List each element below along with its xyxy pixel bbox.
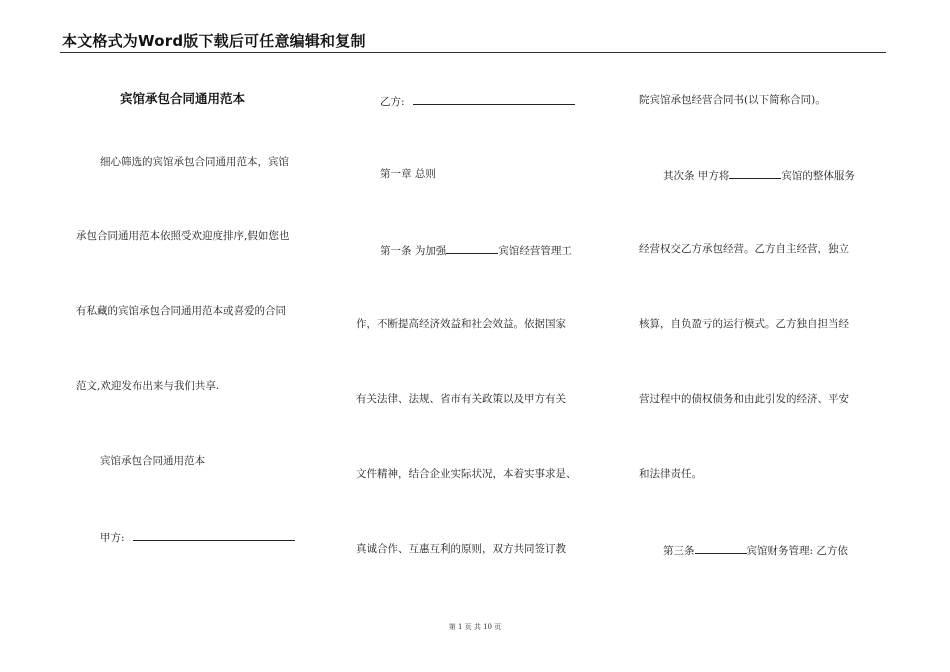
party-a-blank (133, 529, 295, 541)
col2-line-4: 有关法律、法规、省市有关政策以及甲方有关 (356, 393, 566, 405)
party-b-line (356, 93, 575, 109)
article-3-blank (695, 542, 747, 554)
article-3-line (639, 542, 848, 558)
article-3-prefix: 第三条 (663, 545, 695, 557)
column-1 (76, 0, 326, 672)
intro-line-1: 细心筛选的宾馆承包合同通用范本，宾馆 (100, 156, 289, 168)
col3-line-1: 院宾馆承包经营合同书(以下简称合同)。 (639, 94, 826, 106)
article-2-suffix: 宾馆的整体服务 (781, 170, 855, 182)
chapter-1-heading: 第一章 总则 (380, 168, 436, 180)
col2-line-5: 文件精神，结合企业实际状况，本着实事求是、 (356, 468, 577, 480)
article-1-suffix: 宾馆经营管理工 (498, 245, 572, 257)
article-3-suffix: 宾馆财务管理: 乙方依 (746, 545, 848, 557)
article-1-blank (446, 242, 498, 254)
party-b-blank (413, 93, 575, 105)
intro-line-4: 范文,欢迎发布出来与我们共享. (76, 380, 220, 392)
intro-line-3: 有私藏的宾馆承包合同通用范本或喜爱的合同 (76, 305, 286, 317)
column-2 (356, 0, 606, 672)
page-footer: 第 1 页 共 10 页 (448, 623, 502, 631)
intro-line-2: 承包合同通用范本依照受欢迎度排序,假如您也 (76, 230, 290, 242)
section-subtitle: 宾馆承包合同通用范本 (100, 455, 205, 467)
col3-line-3: 经营权交乙方承包经营。乙方自主经营，独立 (639, 243, 849, 255)
document-title: 宾馆承包合同通用范本 (120, 91, 246, 106)
column-3 (639, 0, 889, 672)
article-2-prefix: 其次条 甲方将 (663, 170, 730, 182)
col3-line-5: 营过程中的债权债务和由此引发的经济、平安 (639, 393, 849, 405)
col2-line-6: 真诚合作、互惠互利的原则，双方共同签订教 (356, 543, 566, 555)
party-b-label: 乙方: (380, 96, 405, 108)
document-banner: 本文格式为Word版下载后可任意编辑和复制 (62, 32, 366, 50)
col3-line-6: 和法律责任。 (639, 468, 702, 480)
article-2-line (639, 167, 855, 183)
party-a-line (76, 529, 295, 545)
party-a-label: 甲方: (100, 532, 125, 544)
col2-line-3: 作，不断提高经济效益和社会效益。依据国家 (356, 318, 566, 330)
article-2-blank (729, 167, 781, 179)
col3-line-4: 核算，自负盈亏的运行模式。乙方独自担当经 (639, 318, 849, 330)
article-1-prefix: 第一条 为加强 (380, 245, 447, 257)
article-1-line (356, 242, 572, 258)
